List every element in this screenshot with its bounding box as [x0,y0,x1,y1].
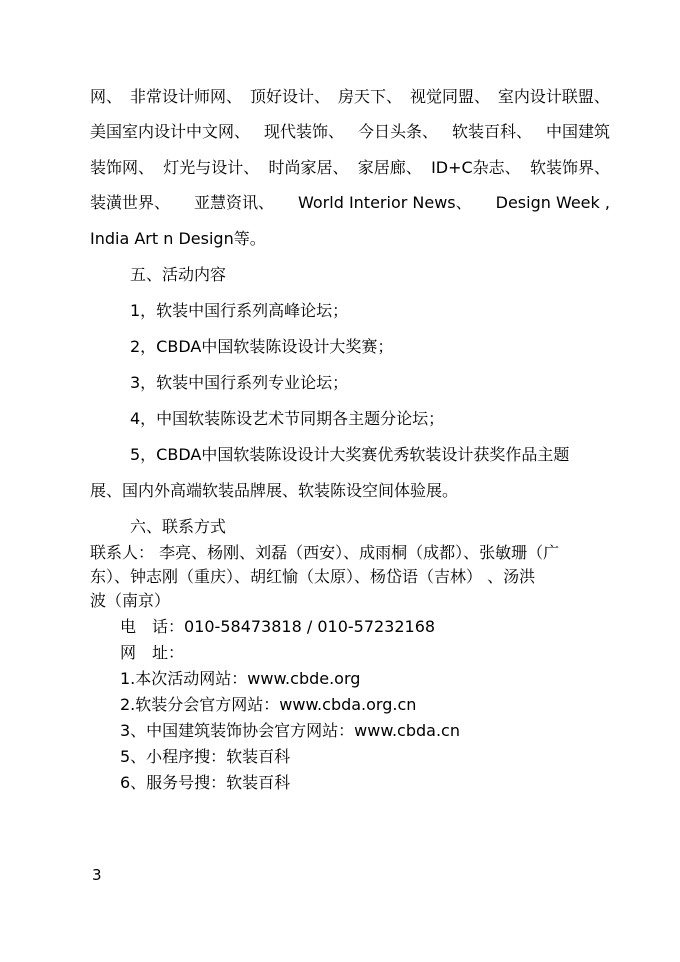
section-heading-contact: 六、联系方式 [130,517,227,536]
media-list-line-3 [90,157,610,179]
website-link: 2.软装分会官方网站：www.cbda.org.cn [120,695,417,714]
media-item: 家居廊、 [357,158,422,177]
media-item: 房天下、 [337,87,402,106]
phone-label: 电 话： [120,617,185,636]
activity-item: 5，CBDA中国软装陈设设计大奖赛优秀软装设计获奖作品主题 [130,445,570,464]
media-item: 装饰网、 [90,158,155,177]
media-item: 中国建筑 [545,122,610,141]
media-item: 室内设计联盟、 [497,87,610,106]
media-item: 时尚家居、 [268,158,349,177]
media-item: World Interior News、 [298,193,472,212]
contacts-line: 联系人： 李亮、杨刚、刘磊（西安）、成雨桐（成都）、张敏珊（广 [90,543,560,562]
mini-program-line: 5、小程序搜：软装百科 [120,747,291,766]
media-item: ID+C杂志、 [431,158,521,177]
media-item: 亚慧资讯、 [194,193,275,212]
media-list-line-5: India Art n Design等。 [90,229,266,248]
contacts-line: 波（南京） [90,591,171,610]
media-item: 非常设计师网、 [129,87,242,106]
media-list-line-2 [90,121,610,143]
website-link: 3、中国建筑装饰协会官方网站：www.cbda.cn [120,721,460,740]
media-item: 现代装饰、 [263,122,344,141]
activity-item-continued: 展、国内外高端软装品牌展、软装陈设空间体验展。 [90,481,459,500]
phone-value: 010-58473818 / 010-57232168 [184,617,436,636]
media-item: 网、 [90,87,123,106]
media-item: 视觉同盟、 [409,87,490,106]
media-item: 今日头条、 [357,122,438,141]
media-item: 软装饰界、 [529,158,610,177]
activity-item: 3，软装中国行系列专业论坛； [130,373,349,392]
media-list-line-4 [90,192,610,214]
website-label: 网 址： [120,643,185,662]
service-account-line: 6、服务号搜：软装百科 [120,773,291,792]
media-item: 软装百科、 [451,122,532,141]
media-item: Design Week , [495,193,610,212]
media-item: 灯光与设计、 [163,158,260,177]
contacts-line: 东）、钟志刚（重庆）、胡红愉（太原）、杨岱语（吉林） 、汤洪 [90,567,536,586]
activity-item: 1，软装中国行系列高峰论坛； [130,301,349,320]
media-list-line-1 [90,86,610,108]
page-number: 3 [92,866,102,884]
website-link: 1.本次活动网站：www.cbde.org [120,669,361,688]
media-item: 顶好设计、 [249,87,330,106]
phone-line [120,616,640,638]
media-item: 装潢世界、 [90,193,171,212]
activity-item: 2，CBDA中国软装陈设设计大奖赛； [130,337,394,356]
activity-item: 4，中国软装陈设艺术节同期各主题分论坛； [130,409,445,428]
section-heading-activities: 五、活动内容 [130,265,227,284]
media-item: 美国室内设计中文网、 [90,122,251,141]
